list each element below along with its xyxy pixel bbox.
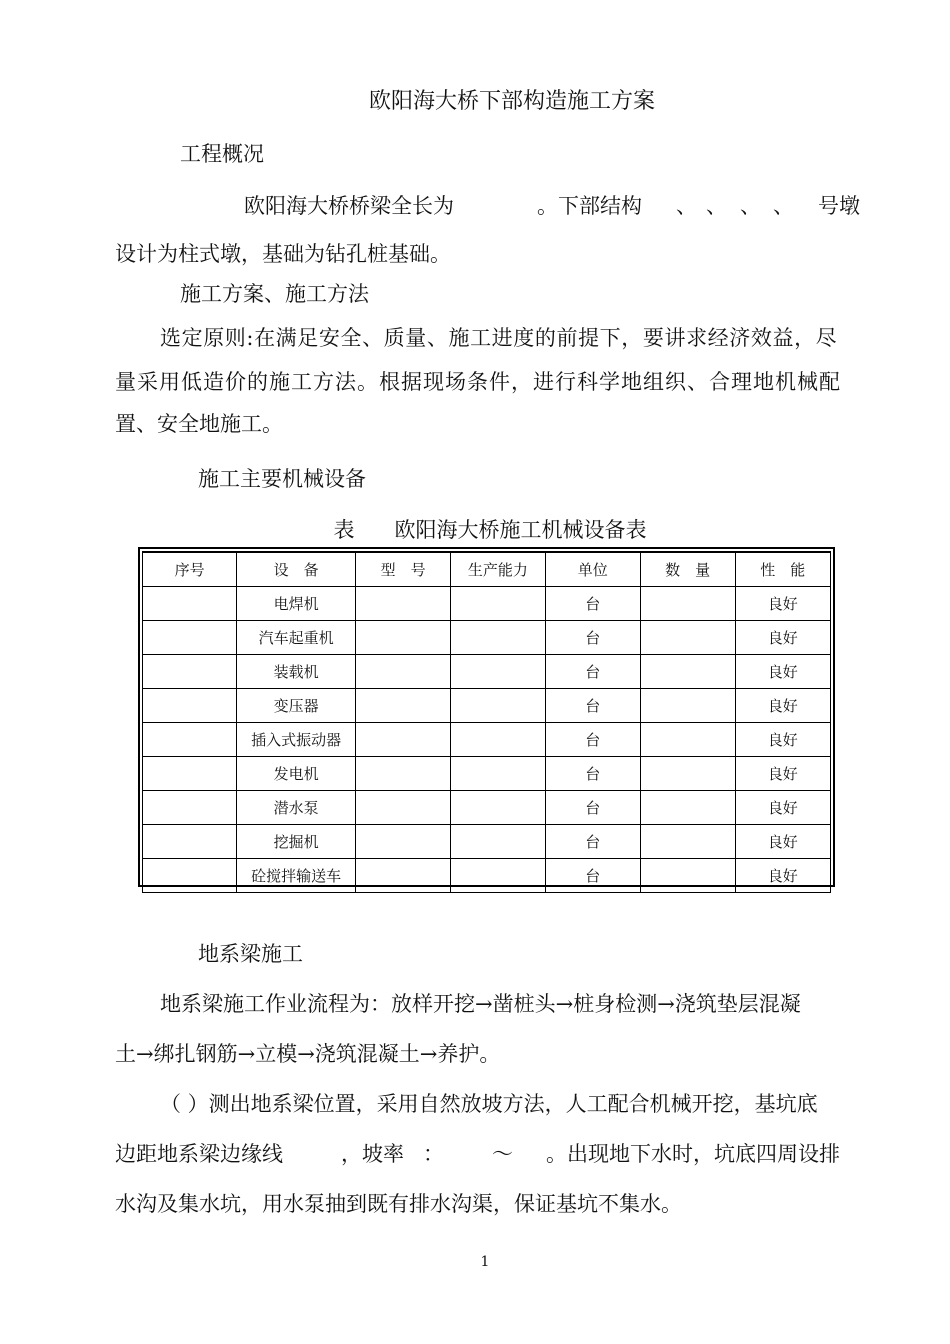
cell-model bbox=[356, 621, 451, 655]
header-cell-equipment: 设 备 bbox=[237, 552, 356, 587]
cell-equipment: 装载机 bbox=[237, 655, 356, 689]
cell-quantity bbox=[640, 655, 735, 689]
cell-performance: 良好 bbox=[735, 723, 831, 757]
cell-equipment: 潜水泵 bbox=[237, 791, 356, 825]
cell-index bbox=[143, 621, 237, 655]
cell-model bbox=[356, 655, 451, 689]
cell-index bbox=[143, 825, 237, 859]
cell-index bbox=[143, 859, 237, 893]
overview-sep-3: 、 bbox=[740, 194, 761, 218]
step1-line-2c: ： bbox=[423, 1142, 444, 1166]
principle-line-2: 量采用低造价的施工方法。根据现场条件，进行科学地组织、合理地机械配 bbox=[115, 370, 841, 394]
principle-line-1 bbox=[160, 324, 860, 352]
cell-unit: 台 bbox=[545, 825, 640, 859]
cell-performance: 良好 bbox=[735, 859, 831, 893]
table-row bbox=[143, 621, 831, 655]
cell-unit: 台 bbox=[545, 621, 640, 655]
cell-equipment: 汽车起重机 bbox=[237, 621, 356, 655]
principle-line-3: 置、安全地施工。 bbox=[115, 412, 283, 436]
equipment-table-frame bbox=[138, 547, 835, 887]
step1-line-2b: ，坡率 bbox=[341, 1142, 404, 1166]
cell-performance: 良好 bbox=[735, 587, 831, 621]
overview-line-2: 设计为柱式墩，基础为钻孔桩基础。 bbox=[115, 242, 451, 266]
cell-index bbox=[143, 723, 237, 757]
table-row bbox=[143, 587, 831, 621]
cell-performance: 良好 bbox=[735, 757, 831, 791]
section-heading-overview: 工程概况 bbox=[180, 142, 264, 166]
table-row bbox=[143, 825, 831, 859]
table-row bbox=[143, 757, 831, 791]
cell-quantity bbox=[640, 757, 735, 791]
cell-unit: 台 bbox=[545, 587, 640, 621]
cell-equipment: 砼搅拌输送车 bbox=[237, 859, 356, 893]
cell-equipment: 电焊机 bbox=[237, 587, 356, 621]
cell-unit: 台 bbox=[545, 689, 640, 723]
overview-text-c: 号墩 bbox=[818, 194, 860, 218]
cell-capacity bbox=[451, 791, 546, 825]
flow-line-2: 土→绑扎钢筋→立模→浇筑混凝土→养护。 bbox=[115, 1042, 501, 1066]
cell-index bbox=[143, 791, 237, 825]
overview-sep-2: 、 bbox=[706, 194, 727, 218]
cell-model bbox=[356, 757, 451, 791]
cell-model bbox=[356, 587, 451, 621]
cell-index bbox=[143, 587, 237, 621]
cell-quantity bbox=[640, 689, 735, 723]
step1-line-2e: 。出现地下水时，坑底四周设排 bbox=[546, 1142, 840, 1166]
header-cell-capacity: 生产能力 bbox=[451, 552, 546, 587]
cell-capacity bbox=[451, 825, 546, 859]
cell-capacity bbox=[451, 757, 546, 791]
table-row bbox=[143, 723, 831, 757]
cell-capacity bbox=[451, 723, 546, 757]
cell-model bbox=[356, 859, 451, 893]
cell-performance: 良好 bbox=[735, 791, 831, 825]
equipment-table bbox=[142, 551, 831, 893]
step1-line-2d: ～ bbox=[492, 1142, 513, 1166]
table-caption-prefix: 表 bbox=[333, 518, 355, 542]
step1-line-1: （ ）测出地系梁位置，采用自然放坡方法，人工配合机械开挖，基坑底 bbox=[160, 1092, 818, 1116]
cell-capacity bbox=[451, 655, 546, 689]
cell-capacity bbox=[451, 859, 546, 893]
cell-performance: 良好 bbox=[735, 655, 831, 689]
cell-capacity bbox=[451, 621, 546, 655]
cell-model bbox=[356, 825, 451, 859]
table-caption bbox=[0, 516, 950, 544]
principle-line-1-text: 选定原则:在满足安全、质量、施工进度的前提下，要讲求经济效益，尽 bbox=[160, 326, 838, 350]
document-title: 欧阳海大桥下部构造施工方案 bbox=[368, 89, 655, 114]
cell-performance: 良好 bbox=[735, 621, 831, 655]
section-heading-method: 施工方案、施工方法 bbox=[180, 282, 369, 306]
flow-line-1: 地系梁施工作业流程为：放样开挖→凿桩头→桩身检测→浇筑垫层混凝 bbox=[160, 992, 801, 1016]
step1-line-3: 水沟及集水坑，用水泵抽到既有排水沟渠，保证基坑不集水。 bbox=[115, 1192, 682, 1216]
overview-text-a: 欧阳海大桥桥梁全长为 bbox=[244, 194, 454, 218]
table-row bbox=[143, 689, 831, 723]
overview-sep-4: 、 bbox=[773, 194, 794, 218]
section-heading-tie-beam: 地系梁施工 bbox=[198, 942, 303, 966]
cell-model bbox=[356, 689, 451, 723]
cell-equipment: 变压器 bbox=[237, 689, 356, 723]
cell-capacity bbox=[451, 587, 546, 621]
cell-index bbox=[143, 757, 237, 791]
cell-quantity bbox=[640, 723, 735, 757]
header-cell-quantity: 数 量 bbox=[640, 552, 735, 587]
table-row bbox=[143, 859, 831, 893]
table-caption-text: 欧阳海大桥施工机械设备表 bbox=[394, 518, 647, 542]
overview-sep-1: 、 bbox=[676, 194, 697, 218]
cell-equipment: 插入式振动器 bbox=[237, 723, 356, 757]
cell-performance: 良好 bbox=[735, 825, 831, 859]
cell-quantity bbox=[640, 825, 735, 859]
cell-unit: 台 bbox=[545, 655, 640, 689]
table-header-row bbox=[143, 552, 831, 587]
cell-equipment: 发电机 bbox=[237, 757, 356, 791]
header-cell-model: 型 号 bbox=[356, 552, 451, 587]
cell-quantity bbox=[640, 587, 735, 621]
cell-quantity bbox=[640, 621, 735, 655]
cell-model bbox=[356, 791, 451, 825]
table-row bbox=[143, 791, 831, 825]
header-cell-unit: 单位 bbox=[545, 552, 640, 587]
cell-index bbox=[143, 689, 237, 723]
cell-unit: 台 bbox=[545, 723, 640, 757]
cell-unit: 台 bbox=[545, 791, 640, 825]
cell-equipment: 挖掘机 bbox=[237, 825, 356, 859]
table-row bbox=[143, 655, 831, 689]
cell-unit: 台 bbox=[545, 757, 640, 791]
overview-text-b: 。下部结构 bbox=[537, 194, 642, 218]
cell-unit: 台 bbox=[545, 859, 640, 893]
cell-index bbox=[143, 655, 237, 689]
cell-capacity bbox=[451, 689, 546, 723]
cell-model bbox=[356, 723, 451, 757]
cell-quantity bbox=[640, 859, 735, 893]
section-heading-equipment: 施工主要机械设备 bbox=[198, 467, 366, 491]
step1-line-2a: 边距地系梁边缘线 bbox=[115, 1142, 283, 1166]
cell-quantity bbox=[640, 791, 735, 825]
cell-performance: 良好 bbox=[735, 689, 831, 723]
header-cell-index: 序号 bbox=[143, 552, 237, 587]
page-number: 1 bbox=[480, 1254, 490, 1270]
header-cell-performance: 性 能 bbox=[735, 552, 831, 587]
